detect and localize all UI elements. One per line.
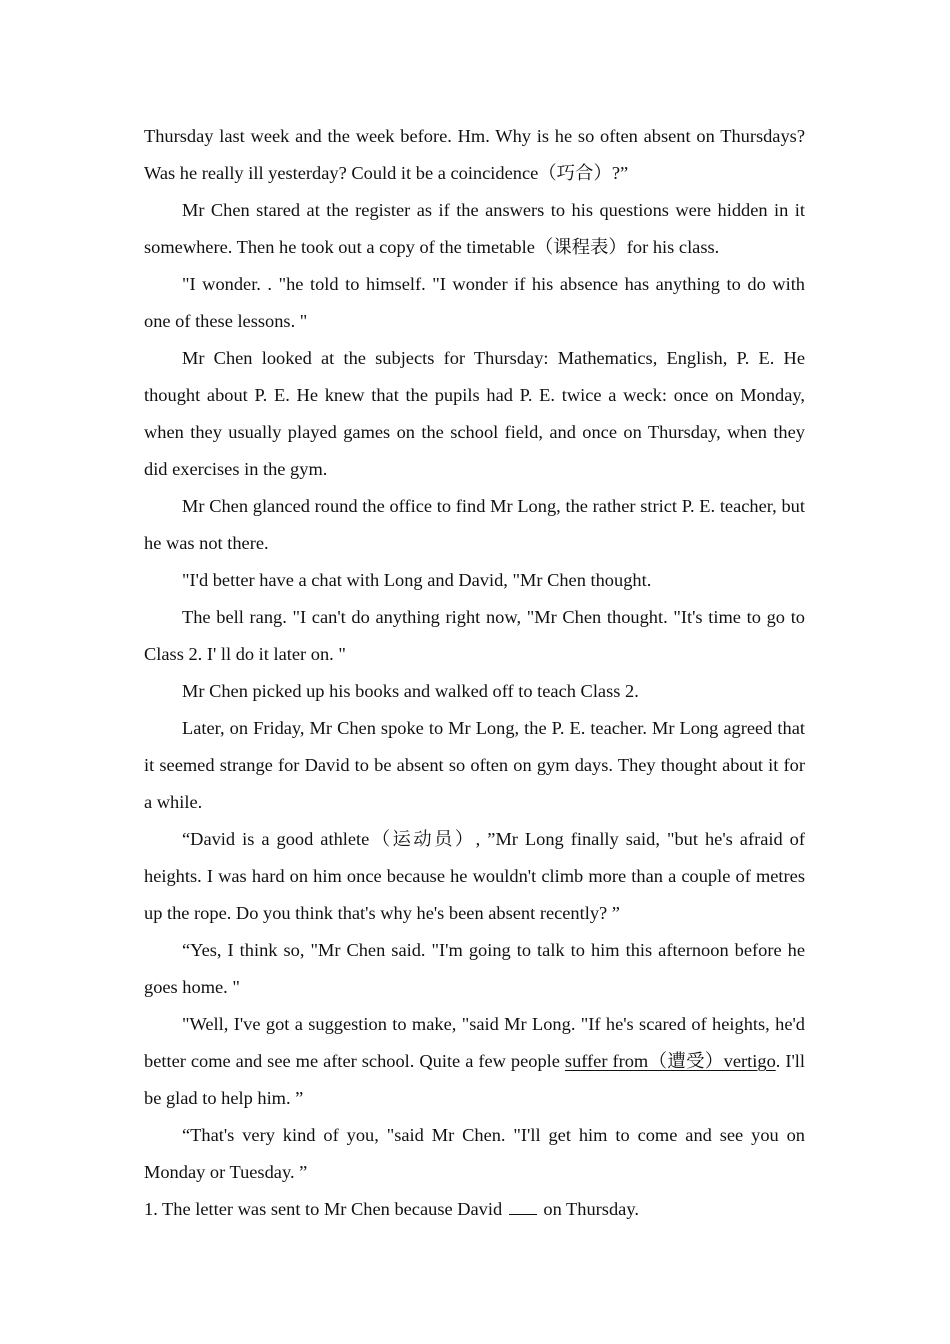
paragraph-10: “David is a good athlete（运动员）, ”Mr Long finally said, "but he's afraid of heights. I was hard on him once because he wouldn't climb more than a couple of metres up the rope. Do you think that's why he's been absent recently? ”	[144, 829, 805, 923]
paragraph-suggestion	[144, 1006, 805, 1117]
document-page	[144, 118, 805, 1228]
question-1	[144, 1191, 805, 1228]
question-text-before: 1. The letter was sent to Mr Chen because David	[144, 1199, 503, 1219]
paragraph-last: “That's very kind of you, "said Mr Chen. "I'll get him to come and see you on Monday or Tuesday. ”	[144, 1125, 805, 1182]
paragraph-5: Mr Chen glanced round the office to find Mr Long, the rather strict P. E. teacher, but he was not there.	[144, 496, 805, 553]
paragraph-4: Mr Chen looked at the subjects for Thursday: Mathematics, English, P. E. He thought about P. E. He knew that the pupils had P. E. twice a weck: once on Monday, when they usually played games on the school field, and once on Thursday, when they did exercises in the gym.	[144, 348, 805, 479]
paragraph-11: “Yes, I think so, "Mr Chen said. "I'm going to talk to him this afternoon before he goes home. "	[144, 940, 805, 997]
answer-blank[interactable]	[509, 1200, 537, 1215]
paragraph-1: Thursday last week and the week before. Hm. Why is he so often absent on Thursdays? Was he really ill yesterday? Could it be a coincidence（巧合）?”	[144, 126, 805, 183]
paragraph-7: The bell rang. "I can't do anything right now, "Mr Chen thought. "It's time to go to Class 2. I' ll do it later on. "	[144, 607, 805, 664]
paragraph-9: Later, on Friday, Mr Chen spoke to Mr Long, the P. E. teacher. Mr Long agreed that it seemed strange for David to be absent so often on gym days. They thought about it for a while.	[144, 718, 805, 812]
suggestion-text-after: . I'll be glad to help him. ”	[144, 1051, 806, 1108]
paragraph-6: "I'd better have a chat with Long and David, "Mr Chen thought.	[182, 570, 652, 590]
paragraph-2: Mr Chen stared at the register as if the answers to his questions were hidden in it somewhere. Then he took out a copy of the timetable（课程表）for his class.	[144, 200, 805, 257]
question-text-after: on Thursday.	[543, 1199, 639, 1219]
suggestion-text-before: "Well, I've got a suggestion to make, "said Mr Long. "If he's scared of heights, he'd better come and see me after school. Quite a few people	[144, 1014, 805, 1071]
underlined-phrase: suffer from（遭受）vertigo	[564, 1051, 776, 1071]
paragraph-8: Mr Chen picked up his books and walked off to teach Class 2.	[182, 681, 639, 701]
paragraph-3: "I wonder. . "he told to himself. "I wonder if his absence has anything to do with one of these lessons. "	[144, 274, 805, 331]
